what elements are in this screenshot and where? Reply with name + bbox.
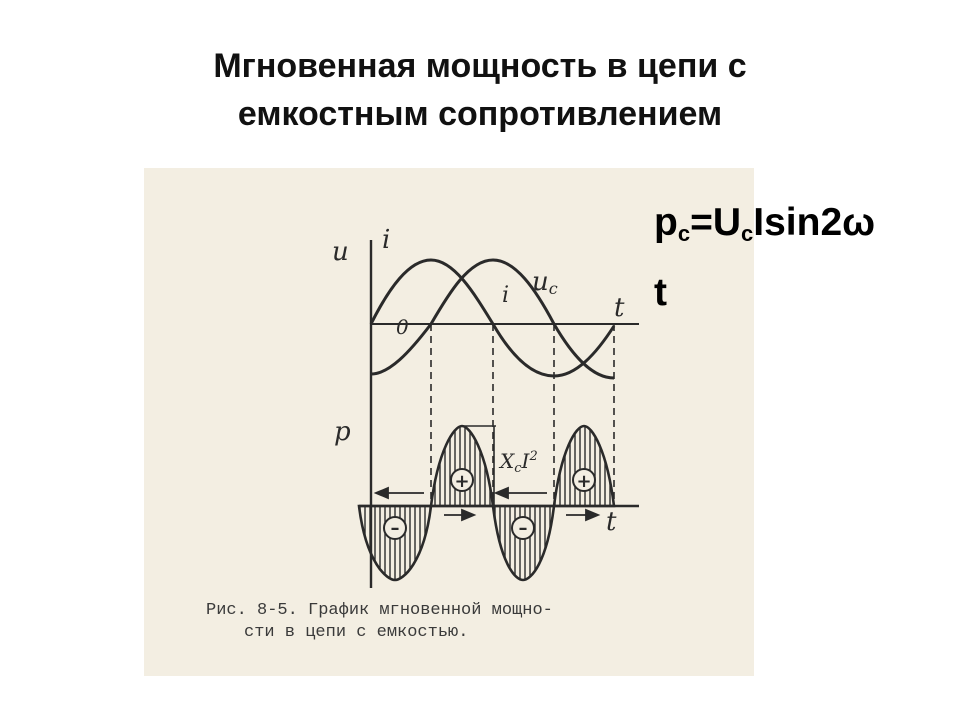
figure-caption-line-2: сти в цепи с емкостью. [244, 623, 469, 642]
label-u-axis: u [332, 237, 349, 267]
title-line-2: емкостным сопротивлением [237, 95, 723, 133]
formula-line-2: t [654, 271, 667, 314]
plus-sign-2: + [576, 471, 592, 492]
label-uc-curve: uc [532, 267, 558, 298]
minus-sign-2: – [518, 518, 528, 539]
slide-title [0, 42, 960, 138]
label-i-curve: i [502, 283, 510, 308]
power-lobe-positive-2 [554, 426, 614, 506]
power-lobe-positive-1 [431, 426, 493, 506]
label-t-lower: t [606, 507, 617, 537]
figure-caption-line-1: Рис. 8-5. График мгновенной мощно- [206, 601, 553, 620]
label-xc-i2: $X_cI^2$ [500, 449, 538, 476]
label-p-axis: p [334, 417, 351, 447]
formula-line-1: $p_c=U_cIsin2\omega$ [654, 201, 876, 246]
label-i-axis: i [382, 225, 391, 255]
label-origin: 0 [396, 315, 409, 339]
minus-sign-1: – [390, 518, 400, 539]
plus-sign-1: + [454, 471, 470, 492]
title-line-1: Мгновенная мощность в цепи с [213, 47, 747, 85]
power-formula [654, 188, 944, 328]
label-t-upper: t [614, 293, 625, 323]
